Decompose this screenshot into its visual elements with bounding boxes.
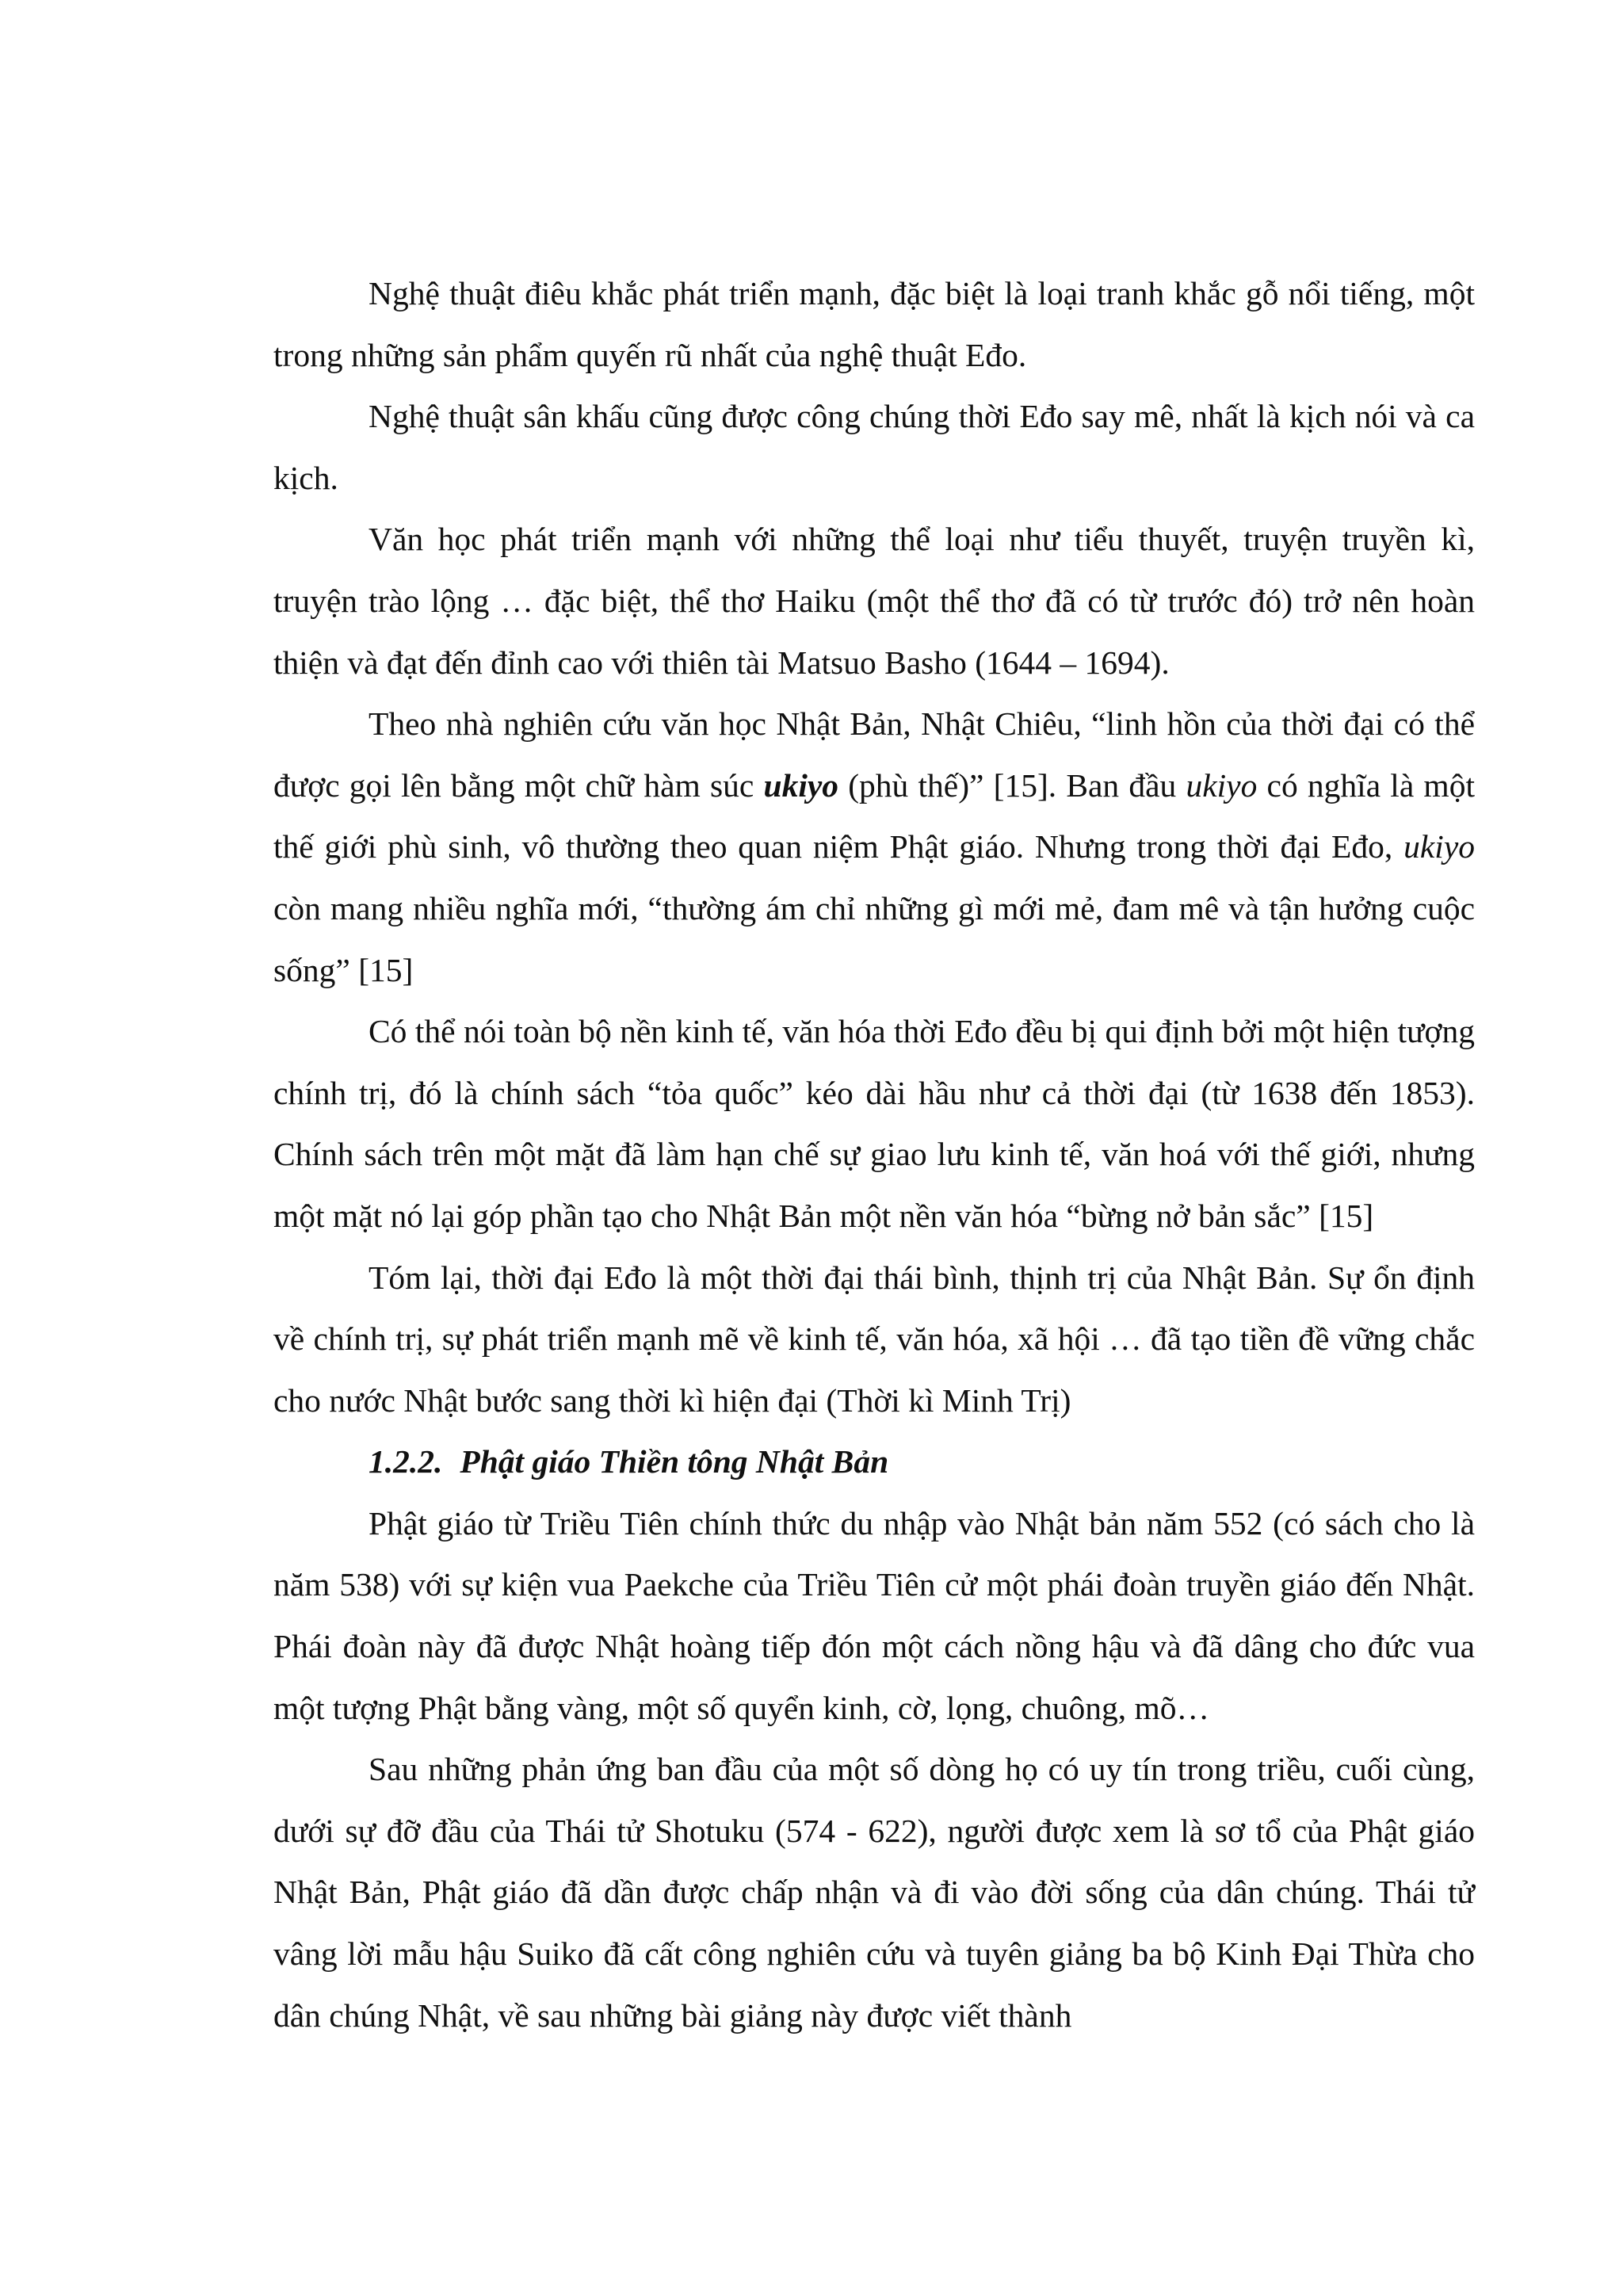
ukiyo-text-1: Theo nhà nghiên cứu văn học Nhật Bản, Nhật Chiêu, “linh hồn của thời đại có thể được gọi lên bằng một chữ hàm súc [273,705,1475,804]
ukiyo-text-2: (phù thế)” [15]. Ban đầu [838,766,1186,804]
paragraph-ukiyo [273,693,1475,1001]
paragraph-sculpture: Nghệ thuật điêu khắc phát triển mạnh, đặc biệt là loại tranh khắc gỗ nổi tiếng, một trong những sản phẩm quyến rũ nhất của nghệ thuật Eđo. [273,275,1475,373]
paragraph-shotoku: Sau những phản ứng ban đầu của một số dòng họ có uy tín trong triều, cuối cùng, dưới sự đỡ đầu của Thái tử Shotuku (574 - 622), người được xem là sơ tổ của Phật giáo Nhật Bản, Phật giáo đã dần được chấp nhận và đi vào đời sống của dân chúng. Thái tử vâng lời mẫu hậu Suiko đã cất công nghiên cứu và tuyên giảng ba bộ Kinh Đại Thừa cho dân chúng Nhật, về sau những bài giảng này được viết thành [273,1751,1475,2034]
ukiyo-term-italic-1: ukiyo [1186,766,1258,804]
paragraph-literature: Văn học phát triển mạnh với những thể loại như tiểu thuyết, truyện truyền kì, truyện trào lộng … đặc biệt, thể thơ Haiku (một thể thơ đã có từ trước đó) trở nên hoàn thiện và đạt đến đỉnh cao với thiên tài Matsuo Basho (1644 – 1694). [273,521,1475,681]
ukiyo-text-3: có nghĩa là một thế giới phù sinh, vô thường theo quan niệm Phật giáo. Nhưng trong thời đại Eđo, [273,766,1475,865]
section-number: 1.2.2. [369,1443,443,1480]
ukiyo-term-italic-2: ukiyo [1403,828,1475,865]
ukiyo-term-bold: ukiyo [763,766,839,804]
section-title: Phật giáo Thiền tông Nhật Bản [460,1443,889,1480]
paragraph-buddhism-arrival: Phật giáo từ Triều Tiên chính thức du nhập vào Nhật bản năm 552 (có sách cho là năm 538) với sự kiện vua Paekche của Triều Tiên cử một phái đoàn truyền giáo đến Nhật. Phái đoàn này đã được Nhật hoàng tiếp đón một cách nồng hậu và đã dâng cho đức vua một tượng Phật bằng vàng, một số quyển kinh, cờ, lọng, chuông, mõ… [273,1504,1475,1726]
section-heading [273,1431,1475,1493]
paragraph-sakoku: Có thể nói toàn bộ nền kinh tế, văn hóa thời Eđo đều bị qui định bởi một hiện tượng chính trị, đó là chính sách “tỏa quốc” kéo dài hầu như cả thời đại (từ 1638 đến 1853). Chính sách trên một mặt đã làm hạn chế sự giao lưu kinh tế, văn hoá với thế giới, nhưng một mặt nó lại góp phần tạo cho Nhật Bản một nền văn hóa “bừng nở bản sắc” [15] [273,1013,1475,1234]
ukiyo-text-4: còn mang nhiều nghĩa mới, “thường ám chỉ những gì mới mẻ, đam mê và tận hưởng cuộc sống” [15] [273,889,1475,988]
paragraph-theatre: Nghệ thuật sân khấu cũng được công chúng thời Eđo say mê, nhất là kịch nói và ca kịch. [273,398,1475,496]
paragraph-summary: Tóm lại, thời đại Eđo là một thời đại thái bình, thịnh trị của Nhật Bản. Sự ổn định về chính trị, sự phát triển mạnh mẽ về kinh tế, văn hóa, xã hội … đã tạo tiền đề vững chắc cho nước Nhật bước sang thời kì hiện đại (Thời kì Minh Trị) [273,1259,1475,1419]
document-page [273,263,1475,2046]
